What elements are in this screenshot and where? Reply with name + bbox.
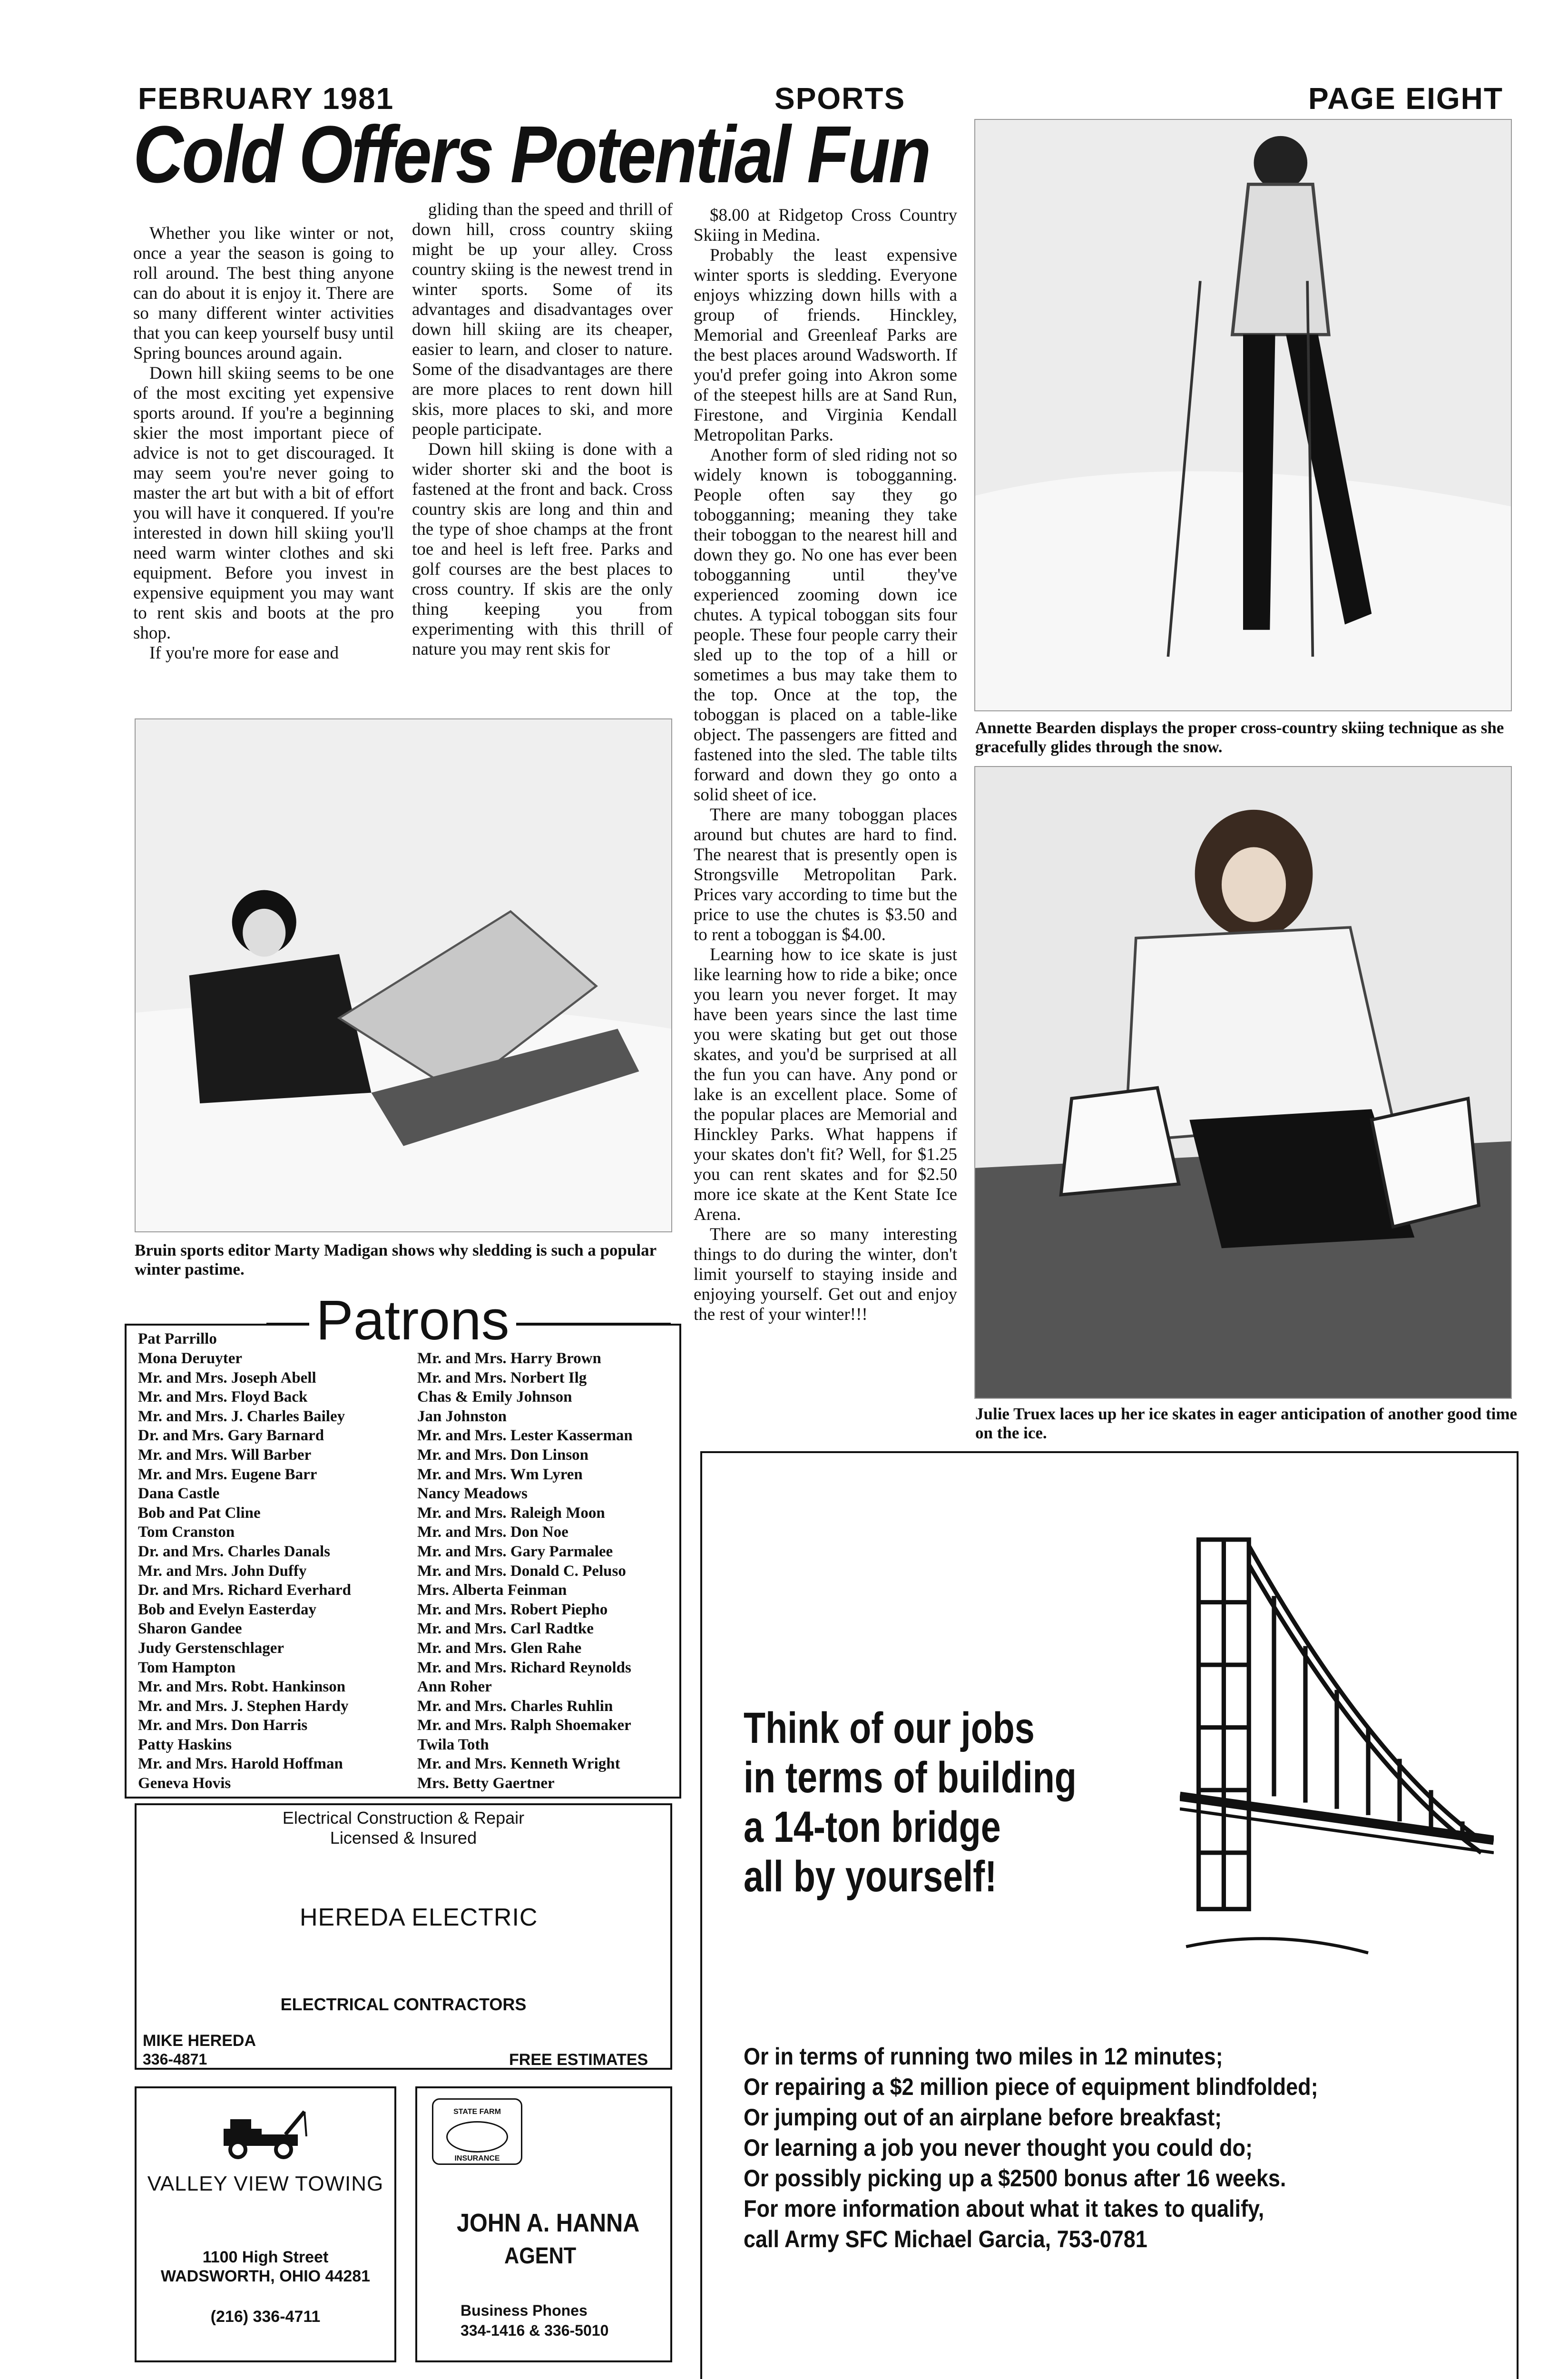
article-column-3 [694, 206, 957, 1325]
article-paragraph: There are so many interesting things to do during the winter, don't limit yourself to staying inside and enjoying yourself. Get out and enjoy the rest of your winter!!! [694, 1225, 957, 1324]
army-body-line: Or in terms of running two miles in 12 minutes; [744, 2043, 1223, 2070]
patron-name: Judy Gerstenschlager [138, 1639, 284, 1657]
patron-name: Nancy Meadows [417, 1485, 528, 1503]
hereda-tagline-2: Licensed & Insured [330, 1828, 477, 1848]
hereda-person: MIKE HEREDA [143, 2032, 256, 2050]
army-headline-line: a 14-ton bridge [744, 1803, 1001, 1851]
towing-name: VALLEY VIEW TOWING [147, 2172, 384, 2195]
patron-name: Mr. and Mrs. Richard Reynolds [417, 1659, 631, 1676]
ice-skating-photo [974, 766, 1512, 1399]
article-paragraph: Another form of sled riding not so widely known is tobogganning. People often say they go tobogganning; meaning they take their toboggan to the nearest hill and down they go. No one has ever been tobogganning until they've experienced zooming down ice chutes. A typical toboggan sits four people. These four people carry their sled up to the top of a hill or sometimes a bus may take them to the top. Once at the top, the toboggan is placed on a table-like object. The passengers are fitted and fastened into the sled. The table tilts forward and down they go onto a solid sheet of ice. [694, 445, 957, 805]
patrons-left-list [138, 1349, 351, 1793]
patron-name: Mona Deruyter [138, 1350, 243, 1367]
ski-caption: Annette Bearden displays the proper cross-country skiing technique as she gracefully glides through the snow. [975, 718, 1504, 756]
patron-name: Mr. and Mrs. Kenneth Wright [417, 1755, 620, 1773]
patron-name: Mr. and Mrs. Harry Brown [417, 1350, 601, 1367]
patron-name: Mr. and Mrs. J. Charles Bailey [138, 1407, 345, 1425]
article-paragraph: Learning how to ice skate is just like learning how to ride a bike; once you learn you never forget. It may have been years since the last time you were skating but get out those skates, and you'd be surprised at all the fun you can have. Any pond or lake is an excellent place. Some of the popular places are Memorial and Hinckley Parks. What happens if your skates don't fit? Well, for $1.25 you can rent skates and for $2.50 more ice skate at the Kent State Ice Arena. [694, 945, 957, 1224]
patrons-right-list [417, 1349, 633, 1793]
article-paragraph: gliding than the speed and thrill of down hill, cross country skiing might be up your alley. Cross country skiing is the newest trend in winter sports. Some of its advantages and disadvantages over down hill skiing are its cheaper, easier to learn, and closer to nature. Some of the disadvantages are there are more places to rent down hill skis, more places to ski, and more people participate. [412, 200, 673, 439]
issue-date: FEBRUARY 1981 [138, 81, 394, 116]
patron-name: Mr. and Mrs. Robert Piepho [417, 1601, 608, 1618]
article-paragraph: Down hill skiing is done with a wider shorter ski and the boot is fastened at the front and back. Cross country skis are long and thin and the type of shoe champs at the front toe and heel is left free. Parks and golf courses are the best places to cross country. If skis are the only thing keeping you from experimenting with this thrill of nature you may rent skis for [412, 440, 673, 659]
patron-name: Dr. and Mrs. Richard Everhard [138, 1582, 351, 1599]
article-paragraph: Whether you like winter or not, once a year the season is going to roll around. The best thing anyone can do about it is enjoy it. There are so many different winter activities that you can keep yourself busy until Spring bounces around again. [133, 224, 394, 363]
patron-name: Tom Cranston [138, 1524, 235, 1541]
patron-name: Mr. and Mrs. Don Linson [417, 1446, 589, 1464]
patron-name: Ann Roher [417, 1678, 492, 1696]
patron-name: Patty Haskins [138, 1736, 232, 1753]
skate-caption: Julie Truex laces up her ice skates in eager anticipation of another good time on the ice. [975, 1405, 1518, 1442]
hereda-logo-name: HEREDA ELECTRIC [300, 1904, 538, 1931]
towing-street: 1100 High Street [202, 2248, 329, 2266]
patron-name: Mr. and Mrs. Carl Radtke [417, 1620, 594, 1638]
towing-city: WADSWORTH, OHIO 44281 [160, 2267, 371, 2285]
article-column-2 [412, 200, 673, 659]
bridge-illustration [1180, 1508, 1494, 1994]
patron-name: Geneva Hovis [138, 1775, 231, 1792]
army-body-line: call Army SFC Michael Garcia, 753-0781 [744, 2226, 1147, 2252]
patron-first: Pat Parrillo [138, 1330, 217, 1347]
patrons-title: Patrons [309, 1289, 516, 1351]
article-column-1 [133, 224, 394, 663]
article-paragraph: If you're more for ease and [149, 643, 339, 663]
section-name: SPORTS [774, 81, 906, 116]
skiing-photo [974, 119, 1512, 711]
hereda-phone: 336-4871 [143, 2051, 207, 2068]
hereda-free-estimates: FREE ESTIMATES [509, 2051, 648, 2069]
article-paragraph: There are many toboggan places around but chutes are hard to find. The nearest that is presently open is Strongsville Metropolitan Park. Prices vary according to time but the price to use the chutes is $3.50 and to rent a toboggan is $4.00. [694, 805, 957, 944]
patron-name: Mr. and Mrs. Norbert Ilg [417, 1369, 587, 1386]
headline: Cold Offers Potential Fun [133, 109, 930, 200]
sledding-photo [135, 718, 672, 1232]
patron-name: Dr. and Mrs. Charles Danals [138, 1543, 330, 1560]
patron-name: Mr. and Mrs. Joseph Abell [138, 1369, 316, 1386]
patron-name: Bob and Evelyn Easterday [138, 1601, 316, 1618]
patron-name: Mr. and Mrs. Glen Rahe [417, 1639, 582, 1657]
patron-name: Mr. and Mrs. Will Barber [138, 1446, 312, 1464]
patron-name: Mr. and Mrs. Gary Parmalee [417, 1543, 613, 1560]
patron-name: Mrs. Betty Gaertner [417, 1775, 555, 1792]
army-headline-line: all by yourself! [744, 1852, 997, 1901]
patron-name: Dr. and Mrs. Gary Barnard [138, 1427, 324, 1445]
army-headline-line: Think of our jobs [744, 1704, 1035, 1752]
patron-name: Twila Toth [417, 1736, 489, 1753]
patron-name: Tom Hampton [138, 1659, 236, 1676]
patron-name: Mr. and Mrs. Ralph Shoemaker [417, 1717, 631, 1734]
patron-name: Mr. and Mrs. Don Harris [138, 1717, 308, 1734]
army-body-line: For more information about what it takes to qualify, [744, 2195, 1264, 2222]
patron-name: Mr. and Mrs. Charles Ruhlin [417, 1697, 613, 1715]
phones-label: Business Phones [461, 2302, 588, 2319]
army-body [744, 2041, 1382, 2254]
article-paragraph: Down hill skiing seems to be one of the most exciting yet expensive sports around. If you're a beginning skier the most important piece of advice is not to get discouraged. It may seem you're never going to master the art but with a bit of effort you will have it conquered. If you're interested in down hill skiing you'll need warm winter clothes and ski equipment. Before you invest in expensive equipment you may want to rent skis and boots at the pro shop. [133, 364, 394, 643]
agent-title: AGENT [504, 2243, 577, 2269]
towing-phone: (216) 336-4711 [210, 2308, 321, 2326]
sled-caption: Bruin sports editor Marty Madigan shows why sledding is such a popular winter pastime. [135, 1241, 657, 1278]
army-headline-line: in terms of building [744, 1753, 1077, 1802]
army-body-line: Or jumping out of an airplane before breakfast; [744, 2104, 1222, 2131]
agent-name: JOHN A. HANNA [457, 2209, 640, 2237]
army-headline [744, 1703, 1150, 1901]
hereda-tagline-1: Electrical Construction & Repair [282, 1808, 525, 1828]
patron-name: Mr. and Mrs. Robt. Hankinson [138, 1678, 346, 1696]
patron-name: Mr. and Mrs. Don Noe [417, 1524, 568, 1541]
patron-name: Mr. and Mrs. J. Stephen Hardy [138, 1697, 349, 1715]
patron-name: Mr. and Mrs. Harold Hoffman [138, 1755, 343, 1773]
tow-truck-icon [219, 2108, 314, 2160]
hereda-subtitle: ELECTRICAL CONTRACTORS [280, 1995, 527, 2014]
patron-name: Bob and Pat Cline [138, 1504, 261, 1522]
patron-name: Mr. and Mrs. Wm Lyren [417, 1465, 583, 1483]
article-paragraph: Probably the least expensive winter sports is sledding. Everyone enjoys whizzing down hills with a group of friends. Hinckley, Memorial and Greenleaf Parks are the best places around Wadsworth. If you'd prefer going into Akron some of the steepest hills are at Sand Run, Firestone, and Virginia Kendall Metropolitan Parks. [694, 246, 957, 445]
patron-name: Mr. and Mrs. Eugene Barr [138, 1465, 317, 1483]
page-number: PAGE EIGHT [1308, 81, 1503, 116]
army-body-line: Or possibly picking up a $2500 bonus after 16 weeks. [744, 2165, 1286, 2192]
article-paragraph: $8.00 at Ridgetop Cross Country Skiing in Medina. [694, 206, 957, 245]
patron-name: Mrs. Alberta Feinman [417, 1582, 567, 1599]
patron-name: Jan Johnston [417, 1407, 507, 1425]
patron-name: Chas & Emily Johnson [417, 1388, 572, 1406]
patron-name: Mr. and Mrs. John Duffy [138, 1562, 307, 1580]
phones-numbers: 334-1416 & 336-5010 [461, 2322, 609, 2339]
patron-name: Dana Castle [138, 1485, 220, 1503]
patron-name: Mr. and Mrs. Donald C. Peluso [417, 1562, 626, 1580]
logo-oval [446, 2121, 508, 2153]
patron-name: Mr. and Mrs. Lester Kasserman [417, 1427, 633, 1445]
patron-name: Mr. and Mrs. Raleigh Moon [417, 1504, 605, 1522]
logo-top-text: STATE FARM [453, 2108, 501, 2116]
logo-bottom-text: INSURANCE [454, 2154, 500, 2163]
army-body-line: Or learning a job you never thought you could do; [744, 2134, 1253, 2161]
army-body-line: Or repairing a $2 million piece of equipment blindfolded; [744, 2074, 1318, 2100]
patron-name: Sharon Gandee [138, 1620, 242, 1638]
patron-name: Mr. and Mrs. Floyd Back [138, 1388, 308, 1406]
